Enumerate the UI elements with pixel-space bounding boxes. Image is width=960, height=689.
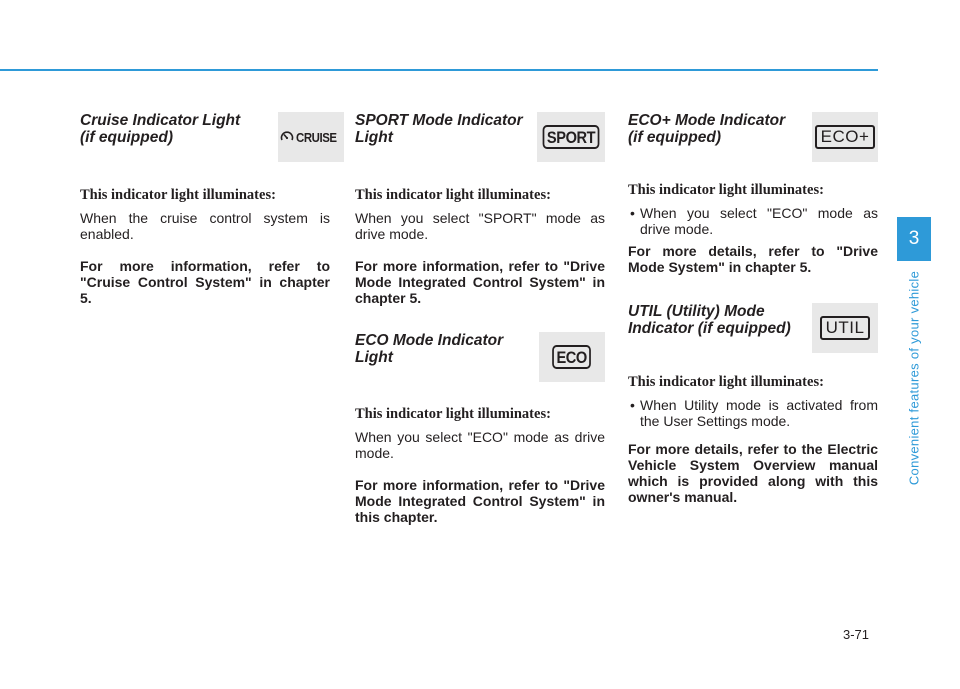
sport-indicator-heading: SPORT Mode Indicator Light: [355, 112, 523, 146]
sport-indicator-label: SPORT: [543, 125, 600, 149]
eco-plus-indicator-heading: ECO+ Mode Indicator (if equipped): [628, 112, 786, 146]
cruise-indicator-image: [278, 112, 344, 162]
util-indicator-heading: UTIL (Utility) Mode Indicator (if equipped): [628, 303, 791, 337]
cruise-indicator-label: CRUISE: [295, 129, 337, 145]
eco-plus-indicator-image: [812, 112, 878, 162]
cruise-description: When the cruise control system is enabled.: [80, 210, 330, 242]
sport-reference-note: For more information, refer to "Drive Mode Integrated Control System" in chapter 5.: [355, 258, 605, 306]
util-indicator-image: [812, 303, 878, 353]
sport-subheading: This indicator light illuminates:: [355, 187, 551, 203]
chapter-title: Convenient features of your vehicle: [906, 270, 922, 486]
cruise-speedometer-icon: [280, 130, 294, 144]
eco-plus-reference-note: For more details, refer to "Drive Mode System" in chapter 5.: [628, 243, 878, 275]
sport-description: When you select "SPORT" mode as drive mode.: [355, 210, 605, 242]
bullet-icon: •: [630, 205, 635, 221]
cruise-subheading: This indicator light illuminates:: [80, 187, 276, 203]
eco-plus-indicator-label: ECO+: [815, 125, 876, 149]
util-bullet-item: • When Utility mode is activated from the User Settings mode.: [630, 397, 878, 429]
util-indicator-label: UTIL: [820, 316, 871, 340]
eco-description: When you select "ECO" mode as drive mode.: [355, 429, 605, 461]
chapter-number-tab: 3: [897, 217, 931, 261]
eco-indicator-label: ECO: [553, 345, 592, 369]
bullet-icon: •: [630, 397, 635, 413]
util-reference-note: For more details, refer to the Electric Vehicle System Overview manual which is provided along with this owner's manual.: [628, 441, 878, 505]
page-number: 3-71: [843, 627, 870, 642]
eco-indicator-heading: ECO Mode Indicator Light: [355, 332, 504, 366]
cruise-reference-note: For more information, refer to "Cruise Control System" in chapter 5.: [80, 258, 330, 306]
util-subheading: This indicator light illuminates:: [628, 374, 824, 390]
sport-indicator-image: [537, 112, 605, 162]
eco-reference-note: For more information, refer to "Drive Mode Integrated Control System" in this chapter.: [355, 477, 605, 525]
eco-plus-bullet-item: • When you select "ECO" mode as drive mode.: [630, 205, 878, 237]
cruise-indicator-heading: Cruise Indicator Light (if equipped): [80, 112, 241, 146]
eco-indicator-image: [539, 332, 605, 382]
header-rule: [0, 69, 878, 71]
eco-subheading: This indicator light illuminates:: [355, 406, 551, 422]
eco-plus-subheading: This indicator light illuminates:: [628, 182, 824, 198]
